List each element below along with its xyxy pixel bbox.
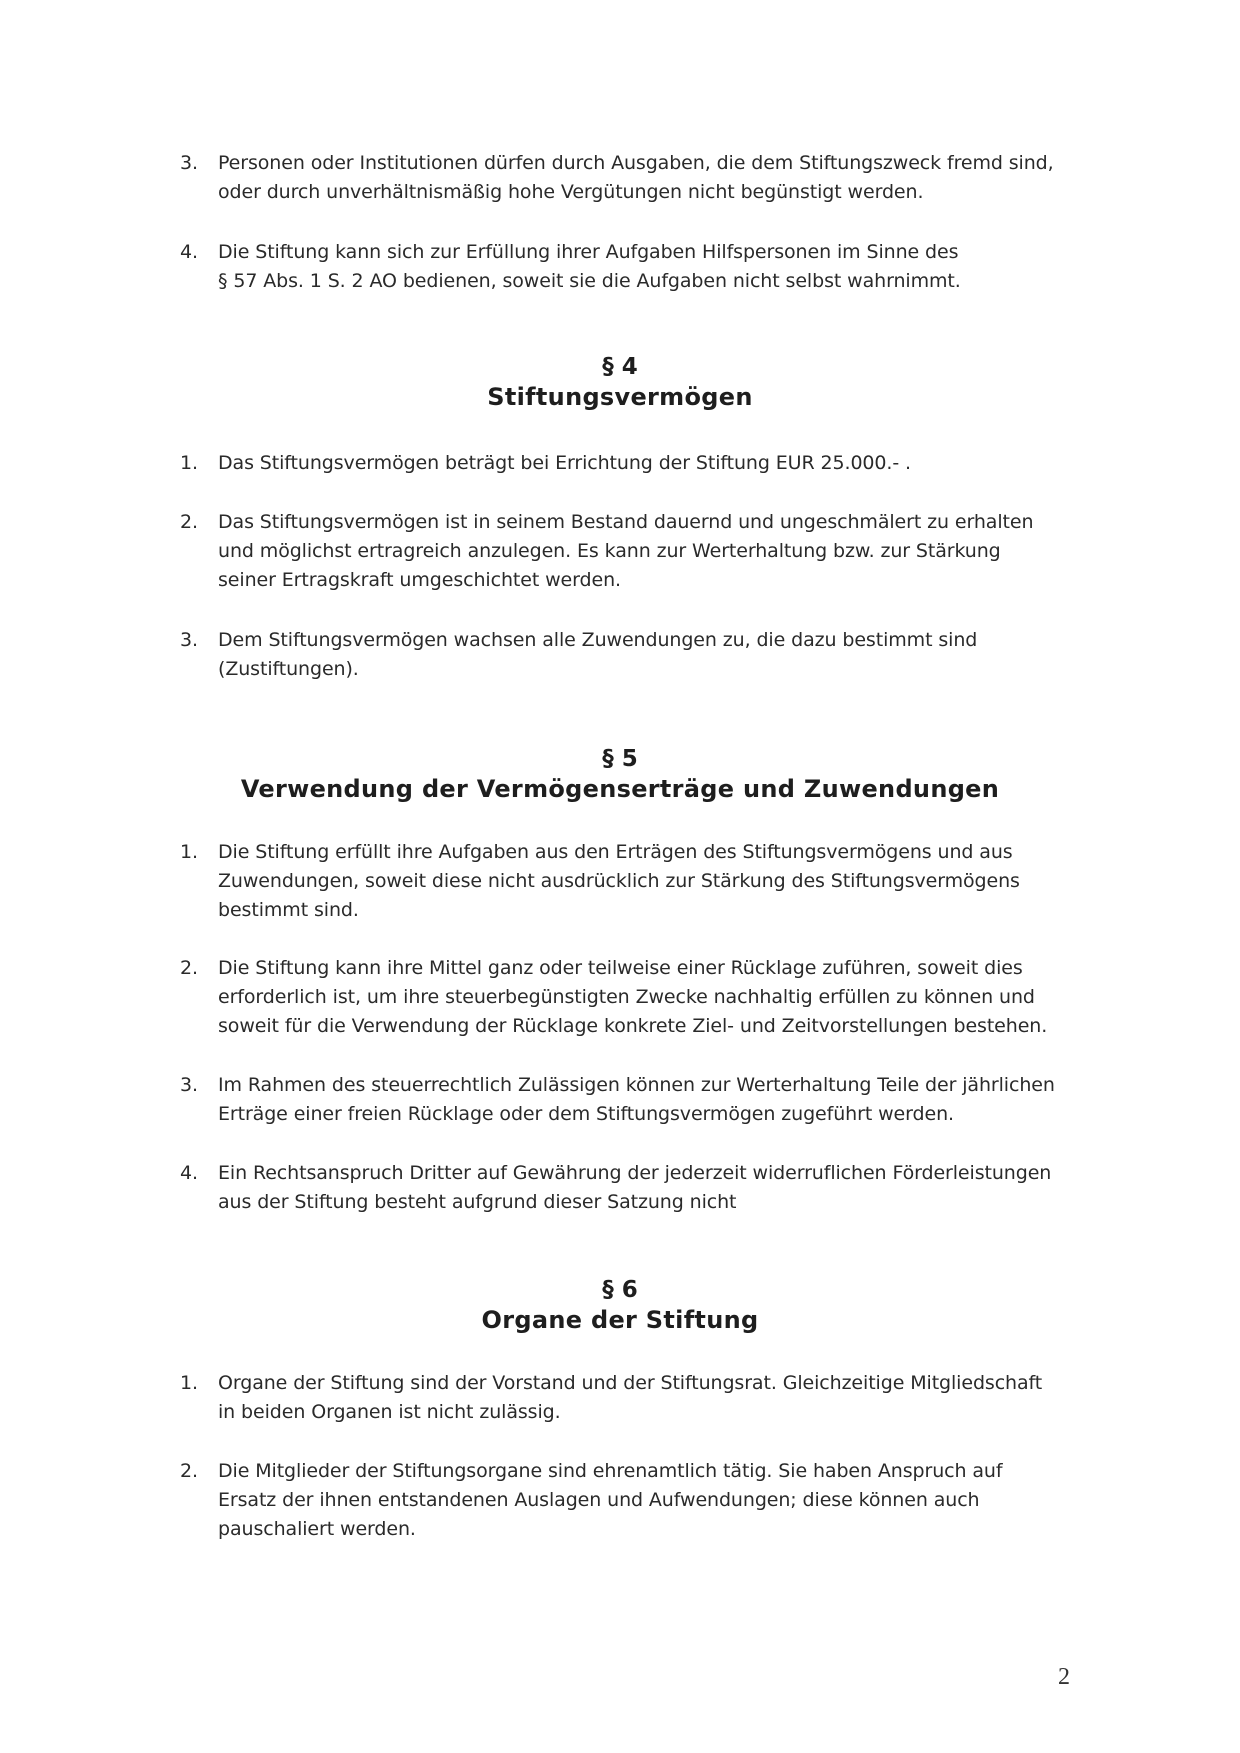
- item-text: Die Mitglieder der Stiftungsorgane sind ehrenamtlich tätig. Sie haben Anspruch auf Ersatz der ihnen entstandenen Auslagen und Aufwendungen; diese können auch pauschaliert werden.: [218, 1460, 1003, 1540]
- section-title: Organe der Stiftung: [481, 1306, 759, 1334]
- section-heading: [0, 744, 1240, 804]
- section-heading: [0, 1275, 1240, 1335]
- item-text: Die Stiftung kann ihre Mittel ganz oder teilweise einer Rücklage zuführen, soweit dies erforderlich ist, um ihre steuerbegünstigten Zwecke nachhaltig erfüllen zu können und soweit für die Verwendung der Rücklage konkrete Ziel- und Zeitvorstellungen bestehen.: [218, 957, 1048, 1037]
- item-text: Im Rahmen des steuerrechtlich Zulässigen können zur Werterhaltung Teile der jährlichen Erträge einer freien Rücklage oder dem Stiftungsvermögen zugeführt werden.: [218, 1074, 1055, 1125]
- item-number: 3.: [180, 1074, 198, 1096]
- item-text: Das Stiftungsvermögen beträgt bei Errichtung der Stiftung EUR 25.000.- .: [218, 452, 911, 474]
- item-number: 3.: [180, 152, 198, 174]
- list-item: [180, 1457, 1100, 1544]
- item-number: 1.: [180, 1372, 198, 1394]
- section-title: Stiftungsvermögen: [487, 383, 753, 411]
- section-heading: [0, 352, 1240, 412]
- list-item: [180, 1159, 1100, 1217]
- list-item: [180, 1071, 1100, 1129]
- section-number: § 6: [602, 1277, 638, 1303]
- item-text: Organe der Stiftung sind der Vorstand und der Stiftungsrat. Gleichzeitige Mitgliedschaft in beiden Organen ist nicht zulässig.: [218, 1372, 1043, 1423]
- item-number: 1.: [180, 841, 198, 863]
- item-text: Das Stiftungsvermögen ist in seinem Bestand dauernd und ungeschmälert zu erhalten und möglichst ertragreich anzulegen. Es kann zur Werterhaltung bzw. zur Stärkung seiner Ertragskraft umgeschichtet werden.: [218, 511, 1034, 591]
- item-number: 2.: [180, 511, 198, 533]
- item-text: Die Stiftung erfüllt ihre Aufgaben aus den Erträgen des Stiftungsvermögens und aus Zuwendungen, soweit diese nicht ausdrücklich zur Stärkung des Stiftungsvermögens bestimmt sind.: [218, 841, 1020, 921]
- item-text: Dem Stiftungsvermögen wachsen alle Zuwendungen zu, die dazu bestimmt sind (Zustiftungen).: [218, 629, 978, 680]
- item-number: 4.: [180, 1162, 198, 1184]
- page-number: 2: [1058, 1664, 1070, 1690]
- list-item: [180, 626, 1100, 684]
- section-title: Verwendung der Vermögenserträge und Zuwendungen: [240, 775, 1000, 803]
- item-text: Die Stiftung kann sich zur Erfüllung ihrer Aufgaben Hilfspersonen im Sinne des § 57 Abs. 1 S. 2 AO bedienen, soweit sie die Aufgaben nicht selbst wahrnimmt.: [218, 241, 961, 292]
- item-text: Ein Rechtsanspruch Dritter auf Gewährung der jederzeit widerruflichen Förderleistungen aus der Stiftung besteht aufgrund dieser Satzung nicht: [218, 1162, 1052, 1213]
- list-item: [180, 449, 1100, 478]
- list-item: [180, 838, 1100, 925]
- list-item: [180, 238, 1100, 296]
- list-item: [180, 1369, 1100, 1427]
- section-number: § 5: [602, 746, 638, 772]
- item-number: 4.: [180, 241, 198, 263]
- list-item: [180, 149, 1100, 207]
- item-number: 3.: [180, 629, 198, 651]
- list-item: [180, 508, 1100, 595]
- section-number: § 4: [602, 354, 638, 380]
- item-number: 1.: [180, 452, 198, 474]
- item-number: 2.: [180, 957, 198, 979]
- list-item: [180, 954, 1100, 1041]
- item-number: 2.: [180, 1460, 198, 1482]
- item-text: Personen oder Institutionen dürfen durch Ausgaben, die dem Stiftungszweck fremd sind, oder durch unverhältnismäßig hohe Vergütungen nicht begünstigt werden.: [218, 152, 1054, 203]
